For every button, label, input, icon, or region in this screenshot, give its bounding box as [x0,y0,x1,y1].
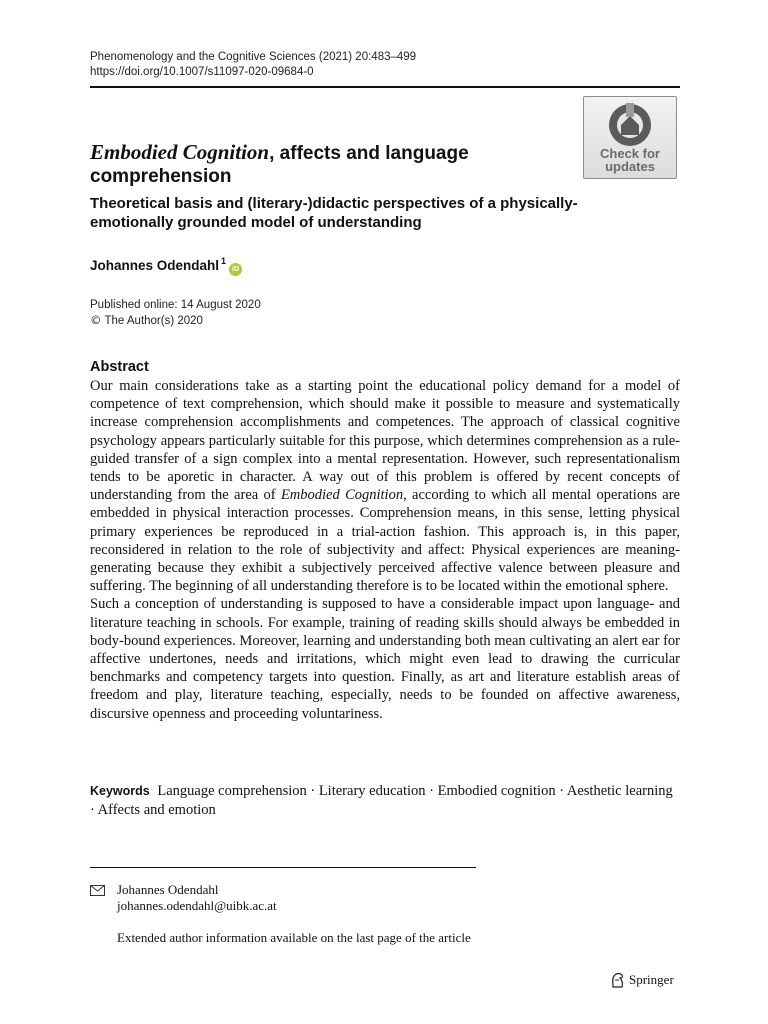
orcid-icon[interactable]: iD [229,263,242,276]
correspondence-name: Johannes Odendahl [117,882,219,897]
keywords-label: Keywords [90,784,150,798]
journal-citation: Phenomenology and the Cognitive Sciences (2021) 20:483–499 [90,51,417,63]
copyright-text: The Author(s) 2020 [104,315,203,327]
check-for-updates-badge[interactable] [583,96,677,179]
copyright-line [90,313,261,329]
crossmark-icon [608,103,652,147]
abstract-body [90,377,680,723]
journal-header [90,50,416,80]
abstract-paragraph-1: Our main considerations take as a starting point the educational policy demand for a model of competence of text comprehension, which should make it possible to measure and systematically increase comprehension accomplishments and competences. The approach of classical cognitive psychology appears particularly suitable for this purpose, which determines comprehension as a rule-guided transfer of a sign complex into a mental representation. However, such representationalism tends to be aporetic in character. A way out of this problem is offered by recent concepts of understanding from the area of Embodied Cognition, according to which all mental operations are embedded in physical interaction processes. Comprehension means, in this sense, letting physical primary experiences be reproduced in a trial-action fashion. This approach is, in this paper, reconsidered in relation to the role of subjectivity and affect: Physical experiences are meaning-generating because they exhibit a subjectively perceived affective valence between pleasure and suffering. The beginning of all understanding therefore is to be located within the emotional sphere. [90,378,680,595]
doi-link[interactable]: https://doi.org/10.1007/s11097-020-09684-0 [90,66,314,78]
title-rest: , affects and language comprehension [90,143,469,187]
abstract-heading: Abstract [90,359,149,375]
abstract-paragraph-2: Such a conception of understanding is supposed to have a considerable impact upon language- and literature teaching in schools. For example, training of reading skills should always be embedded in body-bound experiences. Moreover, learning and understanding both mean cultivating an alert ear for affective undertones, needs and irritations, which might even lead to drawing the curricular benchmarks and competency targets into question. Finally, as art and literature establish areas of freedom and play, literature teaching, especially, needs to be founded on affective awareness, discursive openness and proceeding voluntariness. [90,596,680,722]
keywords-section [90,782,680,819]
abstract-italic-term: Embodied Cognition [280,487,404,504]
affiliation-mark: 1 [221,256,227,266]
article-title [90,141,570,188]
publisher-logo [610,972,674,988]
correspondence-block [117,882,277,914]
footnote-divider [90,867,476,868]
correspondence-email[interactable]: johannes.odendahl@uibk.ac.at [117,898,277,913]
header-divider [90,86,680,88]
extended-author-info: Extended author information available on the last page of the article [117,930,471,945]
envelope-icon [90,885,105,896]
keywords-list: Language comprehension · Literary education · Embodied cognition · Aesthetic learning · Affects and emotion [90,783,673,818]
publication-info [90,298,261,329]
author-name[interactable]: Johannes Odendahl [90,258,220,273]
title-italic-part: Embodied Cognition [90,140,270,164]
publisher-name: Springer [629,972,674,987]
springer-horse-icon [610,972,625,988]
crossmark-label: Check for updates [600,146,660,174]
article-subtitle: Theoretical basis and (literary-)didactic perspectives of a physically-emotionally grounded model of understanding [90,195,578,231]
copyright-icon: © [90,313,102,327]
author-line [90,256,242,276]
published-date: Published online: 14 August 2020 [90,299,261,311]
